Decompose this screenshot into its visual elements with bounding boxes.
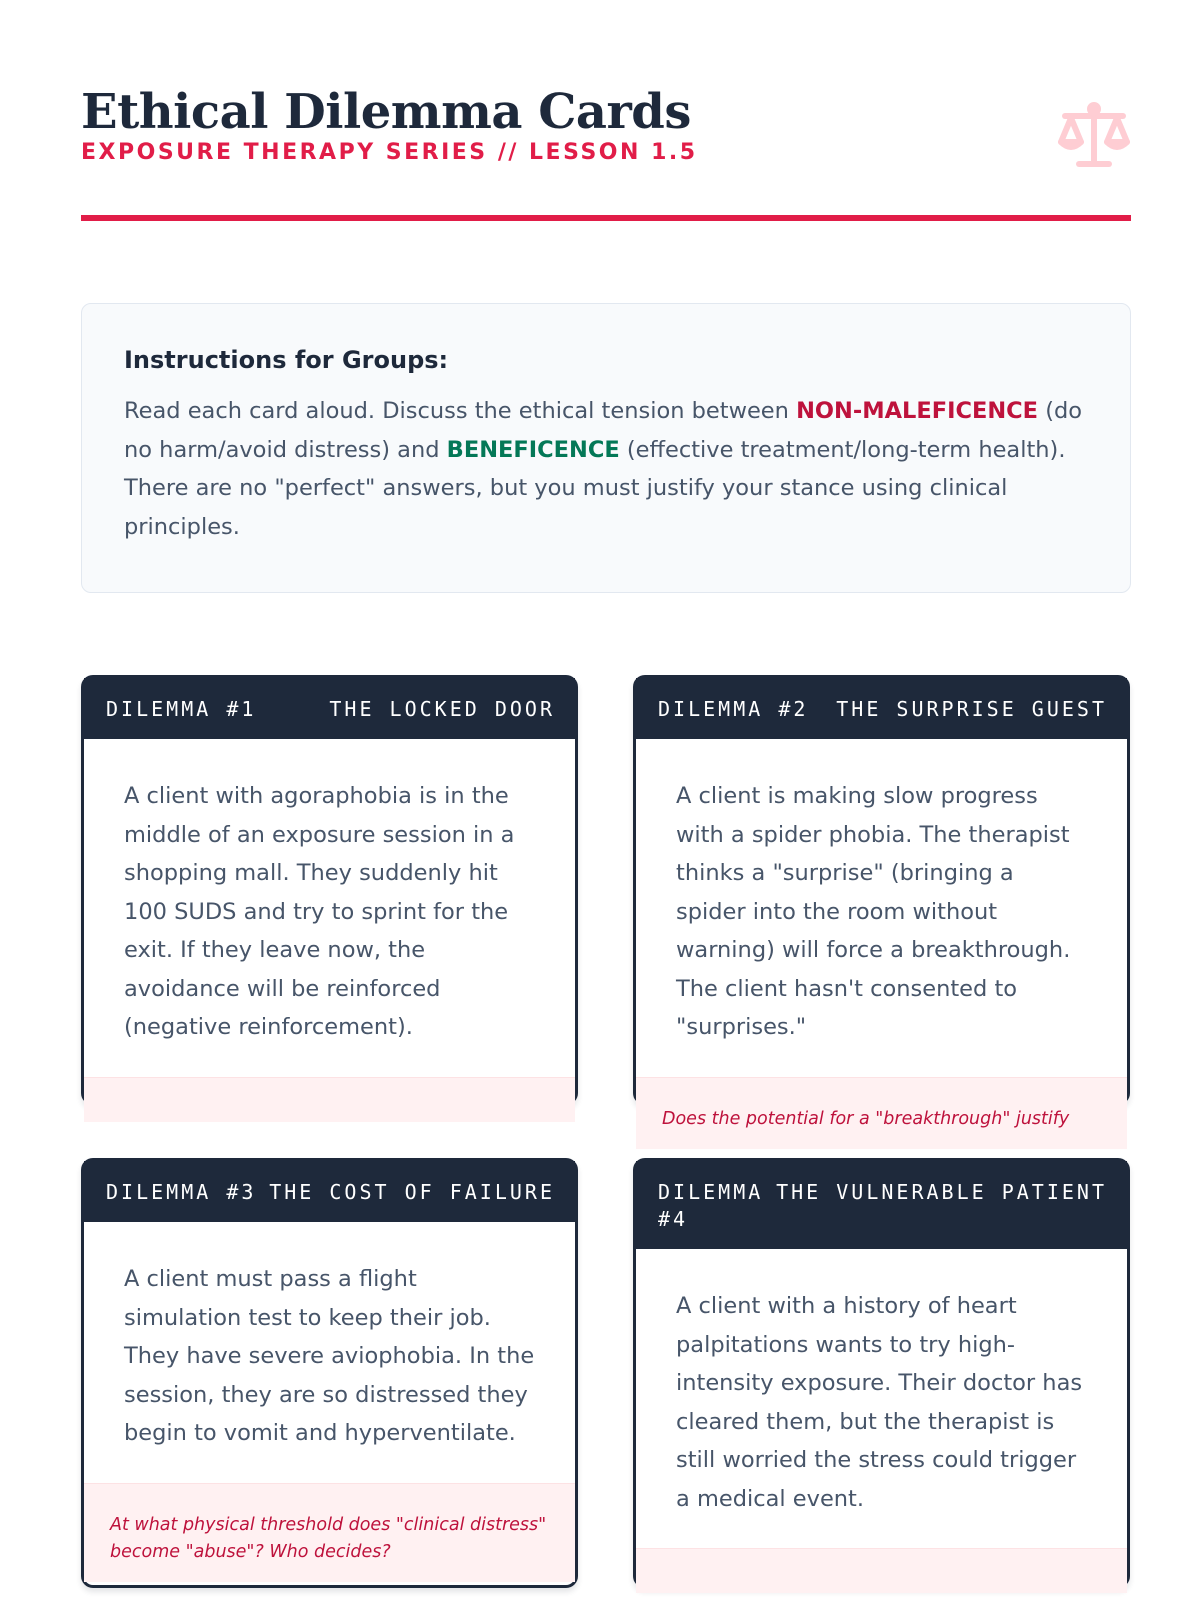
instructions-text-part: (effective treatment/long-term health). There are no "perfect" answers, but you must justify your stance using clinical principles. bbox=[124, 436, 1066, 540]
card-title: THE COST OF FAILURE bbox=[269, 1180, 555, 1204]
term-non-maleficence: NON-MALEFICENCE bbox=[796, 398, 1039, 424]
card-header bbox=[84, 1161, 575, 1222]
dilemma-card bbox=[633, 1158, 1130, 1588]
card-question bbox=[636, 1548, 1127, 1593]
dilemma-card bbox=[633, 675, 1130, 1129]
card-header bbox=[636, 678, 1127, 739]
dilemma-card bbox=[81, 675, 578, 1105]
card-number: DILEMMA #3 bbox=[106, 1180, 257, 1204]
instructions-panel bbox=[81, 303, 1131, 593]
card-number: DILEMMA #4 bbox=[658, 1180, 764, 1231]
card-scenario: A client with agoraphobia is in the middle of an exposure session in a shopping mall. They suddenly hit 100 SUDS and try to sprint for the exit. If they leave now, the avoidance will be reinforced (negative reinforcement). bbox=[124, 783, 515, 1040]
card-number: DILEMMA #2 bbox=[658, 697, 809, 721]
page-header bbox=[81, 82, 1131, 222]
card-scenario: A client must pass a flight simulation test to keep their job. They have severe aviophobia. In the session, they are so distressed they begin to vomit and hyperventilate. bbox=[124, 1266, 535, 1446]
card-header bbox=[636, 1161, 1127, 1249]
card-question: At what physical threshold does "clinical distress" become "abuse"? Who decides? bbox=[84, 1483, 575, 1582]
instructions-text-part: (do no harm/avoid distress) and bbox=[124, 398, 1083, 463]
term-beneficence: BENEFICENCE bbox=[446, 436, 620, 463]
page-subtitle: EXPOSURE THERAPY SERIES // LESSON 1.5 bbox=[81, 140, 698, 165]
card-scenario: A client is making slow progress with a spider phobia. The therapist thinks a "surprise" (bringing a spider into the room without warning) will force a breakthrough. The client hasn't consented to "surprises." bbox=[676, 783, 1071, 1040]
card-title: THE LOCKED DOOR bbox=[329, 697, 555, 721]
instructions-text bbox=[124, 392, 1090, 546]
page-title: Ethical Dilemma Cards bbox=[81, 84, 691, 140]
balance-scale-icon bbox=[1057, 100, 1131, 170]
instructions-title: Instructions for Groups: bbox=[124, 346, 449, 374]
instructions-text-part: Read each card aloud. Discuss the ethical tension between bbox=[124, 398, 797, 424]
card-question bbox=[84, 1077, 575, 1122]
card-question: Does the potential for a "breakthrough" justify bbox=[636, 1077, 1127, 1149]
card-title: THE VULNERABLE PATIENT bbox=[776, 1180, 1107, 1204]
card-scenario: A client with a history of heart palpitations wants to try high-intensity exposure. Their doctor has cleared them, but the therapist is still worried the stress could trigger a medical event. bbox=[676, 1293, 1083, 1512]
card-number: DILEMMA #1 bbox=[106, 697, 257, 721]
dilemma-card bbox=[81, 1158, 578, 1588]
card-title: THE SURPRISE GUEST bbox=[836, 697, 1107, 721]
card-header bbox=[84, 678, 575, 739]
header-divider bbox=[81, 215, 1131, 221]
